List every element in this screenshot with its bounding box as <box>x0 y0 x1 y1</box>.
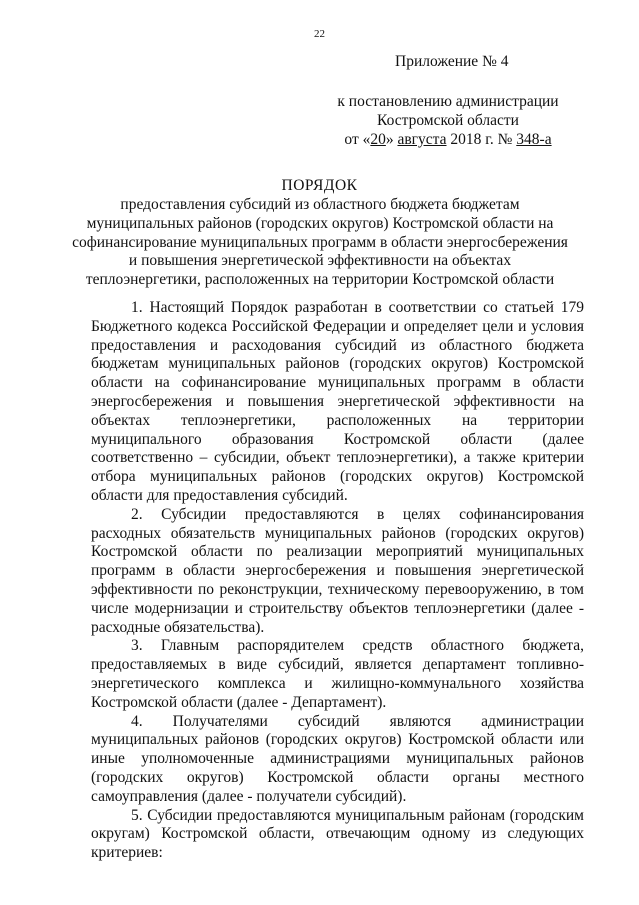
date-month: августа <box>397 131 447 148</box>
paragraph-2: 2. Субсидии предоставляются в целях софинансирования расходных обязательств муниципальных районов (городских округов) Костромской области по реализации мероприятий муниципальных программ в области энергосбережения и повышения энергетической эффективности по реконструкции, техническому перевооружению, в том числе модернизации и строительству объектов теплоэнергетики (далее - расходные обязательства). <box>91 505 584 636</box>
paragraph-1: 1. Настоящий Порядок разработан в соответствии со статьей 179 Бюджетного кодекса Российской Федерации и определяет цели и условия предоставления и расходования субсидий из областного бюджета бюджетам муниципальных районов (городских округов) Костромской области на софинансирование муниципальных программ в области энергосбережения и повышения энергетической эффективности на объектах теплоэнергетики, расположенных на территории муниципального образования Костромской области (далее соответственно – субсидии, объект теплоэнергетики), а также критерии отбора муниципальных районов (городских округов) Костромской области для предоставления субсидий. <box>91 299 584 504</box>
document-title: ПОРЯДОК <box>281 177 358 194</box>
paragraph-4: 4. Получателями субсидий являются администрации муниципальных районов (городских округов) Костромской области или иные уполномоченные администрациями муниципальных районов (городских округов) Костромской области органы местного самоуправления (далее - получатели субсидий). <box>91 712 584 805</box>
paragraph-3: 3. Главным распорядителем средств областного бюджета, предоставляемых в виде субсидий, является департамент топливно-энергетического комплекса и жилищно-коммунального хозяйства Костромской области (далее - Департамент). <box>91 637 584 711</box>
date-prefix: от « <box>344 131 371 148</box>
page-number: 22 <box>314 28 325 40</box>
document-subtitle: предоставления субсидий из областного бюджета бюджетам муниципальных районов (городских округов) Костромской области на софинансирование муниципальных программ в области энергосбережения и повышения энергетической эффективности на объектах теплоэнергетики, расположенных на территории Костромской области <box>72 196 568 289</box>
approval-line-2: Костромской области <box>377 112 519 129</box>
appendix-title: Приложение № 4 <box>395 53 509 70</box>
approval-line-1: к постановлению администрации <box>337 93 559 110</box>
date-day: 20 <box>370 131 386 148</box>
document-body <box>91 299 584 863</box>
date-year: 2018 г. № <box>446 131 517 148</box>
date-mid: » <box>385 131 394 148</box>
document-number: 348-а <box>516 131 552 148</box>
approval-block <box>330 92 566 149</box>
approval-date-line <box>330 130 566 149</box>
paragraph-5: 5. Субсидии предоставляются муниципальным районам (городским округам) Костромской области, отвечающим одному из следующих критериев: <box>91 806 584 862</box>
